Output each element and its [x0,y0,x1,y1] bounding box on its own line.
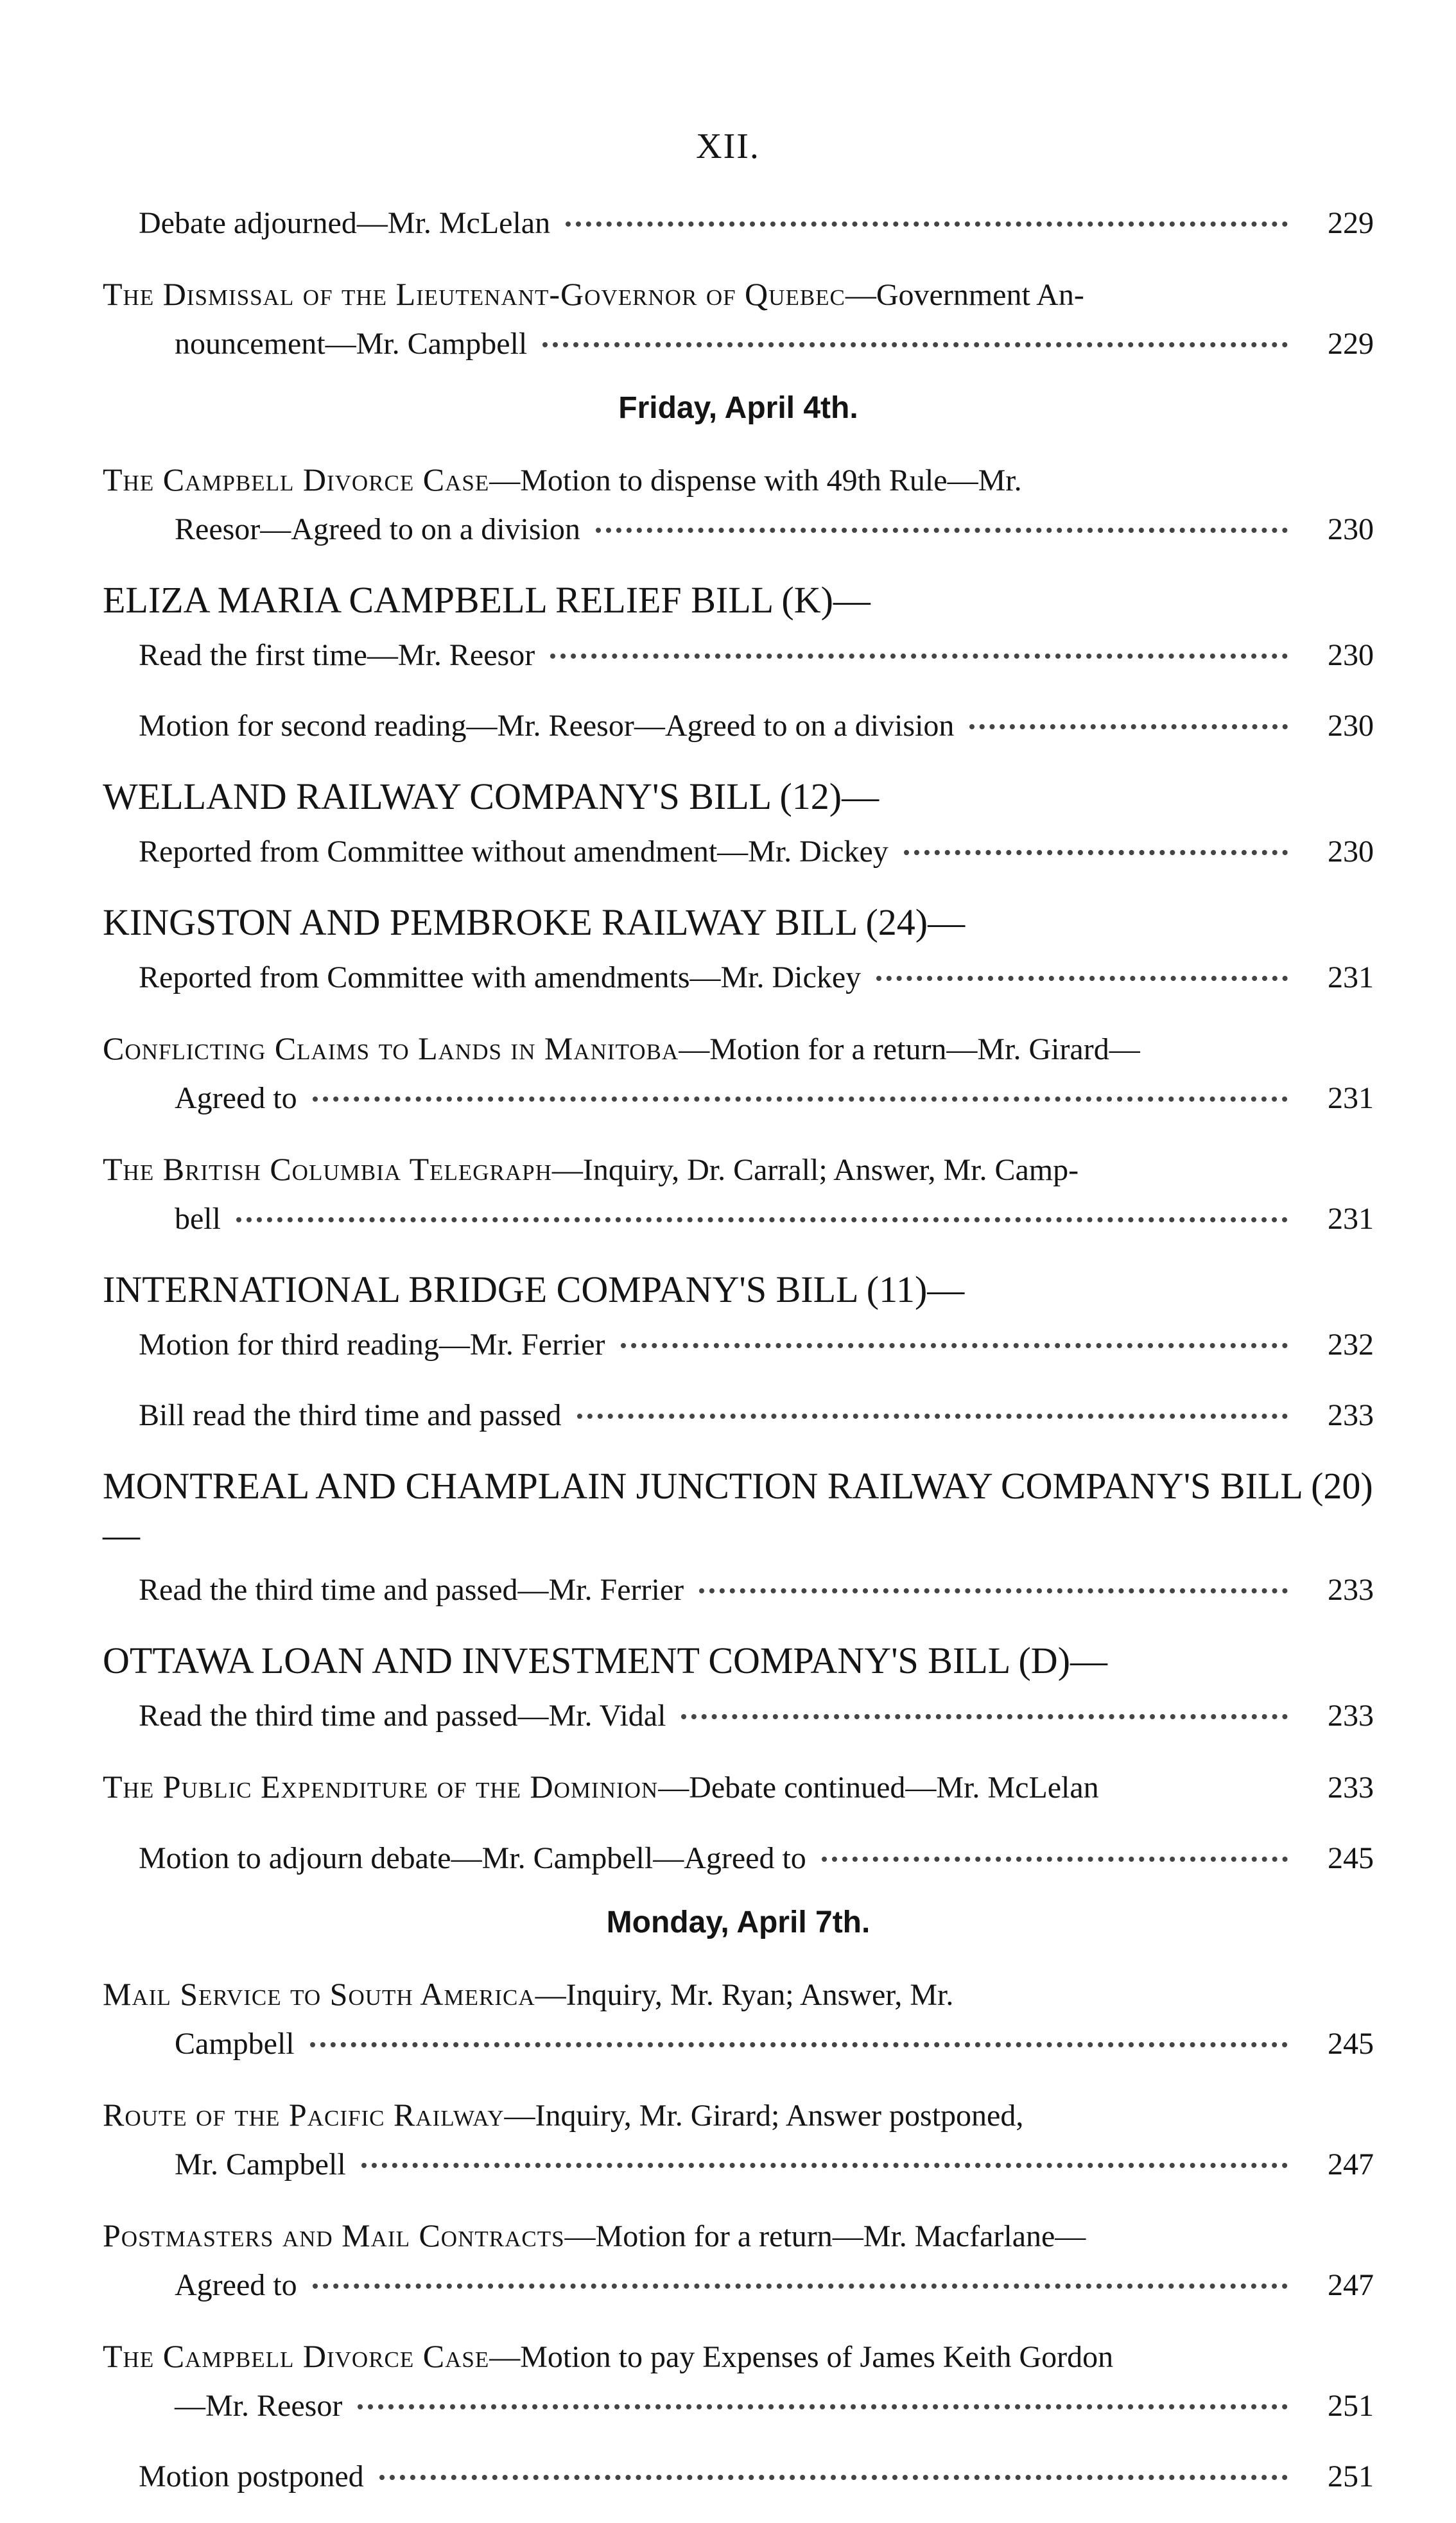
entry-text [175,2020,295,2068]
page-ref: 231 [1328,1202,1374,1236]
entry-line-text: Mr. Campbell [175,2147,346,2181]
toc-entry [103,1391,1374,1440]
entry-text [139,1834,806,1883]
toc-entry [103,1024,1374,1123]
toc-entry [103,1566,1374,1615]
entry-text [139,199,550,248]
dot-leader [379,2475,1288,2480]
page-ref: 251 [1328,2459,1374,2493]
page-ref: 232 [1328,1328,1374,1362]
entry-line [139,828,1374,876]
entry-line-text: Debate adjourned—Mr. McLelan [139,206,551,240]
bill-heading: MONTREAL AND CHAMPLAIN JUNCTION RAILWAY COMPANY'S BILL (20)— [103,1465,1373,1556]
entry-line-text: Read the third time and passed—Mr. Ferrier [139,1573,684,1607]
entry-title: Route of the Pacific Railway [103,2097,505,2133]
entry-line [103,1970,1374,2020]
dot-leader [313,2284,1288,2289]
toc-entry [103,631,1374,680]
page-ref: 233 [1328,1699,1374,1733]
dot-leader [699,1588,1288,1593]
entry-text [103,1762,1099,1812]
entry-line [103,505,1374,554]
dot-leader [566,221,1288,227]
page-ref: 233 [1328,1398,1374,1432]
bill-heading: ELIZA MARIA CAMPBELL RELIEF BILL (K)— [103,579,871,621]
dot-leader [358,2404,1288,2409]
entry-text [103,2332,1113,2382]
entry-text [103,2211,1086,2261]
entry-line [139,199,1374,248]
entry-text [103,2090,1023,2140]
entry-text [139,1692,666,1740]
entry-line [139,953,1374,1002]
page-ref: 230 [1328,512,1374,546]
dot-leader [550,654,1288,659]
bill-heading: INTERNATIONAL BRIDGE COMPANY'S BILL (11)— [103,1269,965,1310]
entry-text [139,1391,562,1440]
toc-entry [103,953,1374,1002]
entry-line [139,631,1374,680]
toc-entry [103,828,1374,876]
entry-line-text: Motion for second reading—Mr. Reesor—Agreed to on a division [139,709,955,743]
entry-line [139,1692,1374,1740]
page-ref: 233 [1328,1771,1374,1805]
entry-line [139,1321,1374,1369]
entry-line [139,702,1374,750]
entry-line [103,2261,1374,2310]
entry-text [175,2140,346,2189]
page-ref: 230 [1328,638,1374,672]
entry-line-text: bell [175,1202,221,1236]
page-ref: 233 [1328,1573,1374,1607]
entry-line [103,1024,1374,1074]
entry-text [175,1074,297,1123]
entry-text [103,1024,1140,1074]
toc-entry [103,199,1374,248]
entry-line-text: Motion postponed [139,2459,364,2493]
toc-entry [103,1692,1374,1740]
entry-line-text: Motion to adjourn debate—Mr. Campbell—Agreed to [139,1841,806,1875]
entry-line-text: —Motion to pay Expenses of James Keith Gordon [489,2340,1114,2374]
page-ref: 229 [1328,206,1374,240]
entry-line-text: Reported from Committee with amendments—Mr. Dickey [139,960,862,994]
entry-line-text: —Government An- [845,278,1084,312]
toc-entry [103,270,1374,368]
dot-leader [313,1097,1288,1102]
toc-entry [103,702,1374,750]
entry-line [103,2020,1374,2068]
toc-entry [103,1321,1374,1369]
toc-entry [103,1145,1374,1244]
entry-title: Conflicting Claims to Lands in Manitoba [103,1030,679,1066]
page-ref: 247 [1328,2268,1374,2302]
entry-line-text: Reesor—Agreed to on a division [175,512,580,546]
toc-entry [103,1970,1374,2068]
entry-title: The Dismissal of the Lieutenant-Governor of Quebec [103,276,845,312]
toc-entry [103,2211,1374,2310]
toc-entry [103,2090,1374,2189]
page-ref: 230 [1328,709,1374,743]
toc-entry [103,1762,1374,1812]
entry-text [103,455,1022,505]
page-number: XII. [696,126,760,166]
entry-title: The British Columbia Telegraph [103,1151,552,1187]
entry-line-text: —Motion to dispense with 49th Rule—Mr. [489,464,1022,498]
entry-text [139,1566,684,1615]
entry-line [103,270,1374,320]
page-ref: 231 [1328,1081,1374,1115]
entry-line-text: —Debate continued—Mr. McLelan [658,1771,1099,1805]
entry-line-text: Bill read the third time and passed [139,1398,562,1432]
entry-line [139,1391,1374,1440]
entry-line [103,2211,1374,2261]
bill-heading: KINGSTON AND PEMBROKE RAILWAY BILL (24)— [103,901,966,943]
entry-line [103,2140,1374,2189]
entry-line [139,1834,1374,1883]
entry-text [175,1195,221,1244]
dot-leader [542,342,1288,347]
day-heading: Friday, April 4th. [618,391,858,425]
entry-text [139,828,888,876]
entry-line-text: —Mr. Reesor [175,2389,343,2423]
entry-line [103,2332,1374,2382]
page-ref: 231 [1328,960,1374,994]
entry-line-text: Agreed to [175,2268,297,2302]
entry-line-text: Campbell [175,2027,295,2061]
page-ref: 245 [1328,1841,1374,1875]
dot-leader [596,528,1288,533]
entry-text [139,702,954,750]
page-ref: 251 [1328,2389,1374,2423]
entry-title: Mail Service to South America [103,1976,535,2012]
entry-line [139,1566,1374,1615]
dot-leader [621,1343,1288,1348]
page-ref: 229 [1328,327,1374,361]
entry-line-text: —Inquiry, Mr. Girard; Answer postponed, [504,2099,1024,2133]
entry-text [175,2261,297,2310]
entry-text [103,1145,1079,1195]
entry-text [139,631,535,680]
dot-leader [969,724,1288,729]
entry-line [103,1195,1374,1244]
entry-line [139,2452,1374,2501]
entry-line-text: —Motion for a return—Mr. Macfarlane— [564,2219,1086,2253]
table-of-contents [103,193,1374,2523]
dot-leader [361,2163,1288,2168]
entry-line-text: Agreed to [175,1081,297,1115]
entry-text [175,320,527,368]
bill-heading: WELLAND RAILWAY COMPANY'S BILL (12)— [103,776,880,817]
dot-leader [904,850,1288,855]
entry-line [103,455,1374,505]
page-ref: 230 [1328,835,1374,869]
entry-title: The Campbell Divorce Case [103,2338,490,2374]
entry-line [103,320,1374,368]
entry-text [139,953,861,1002]
page-ref: 245 [1328,2027,1374,2061]
bill-heading: OTTAWA LOAN AND INVESTMENT COMPANY'S BILL (D)— [103,1640,1108,1681]
entry-line-text: Read the first time—Mr. Reesor [139,638,535,672]
entry-text [175,2382,342,2431]
entry-text [139,1321,605,1369]
entry-line-text: nouncement—Mr. Campbell [175,327,528,361]
dot-leader [310,2042,1288,2047]
toc-entry [103,2452,1374,2501]
entry-line [103,1074,1374,1123]
entry-line [103,1145,1374,1195]
dot-leader [236,1217,1288,1222]
entry-line [103,2382,1374,2431]
entry-text [175,505,580,554]
page-ref: 247 [1328,2147,1374,2181]
entry-text [103,270,1084,320]
day-heading: Monday, April 7th. [606,1905,871,1939]
toc-entry [103,455,1374,554]
dot-leader [681,1714,1288,1719]
entry-title: The Public Expenditure of the Dominion [103,1769,659,1805]
entry-title: Postmasters and Mail Contracts [103,2217,565,2253]
entry-line-text: —Motion for a return—Mr. Girard— [679,1032,1140,1066]
toc-entry [103,2332,1374,2431]
entry-title: The Campbell Divorce Case [103,462,490,498]
entry-line [103,2090,1374,2140]
entry-text [103,1970,953,2020]
dot-leader [822,1857,1288,1862]
entry-text [139,2452,364,2501]
dot-leader [876,976,1288,981]
entry-line-text: —Inquiry, Dr. Carrall; Answer, Mr. Camp- [551,1153,1079,1187]
entry-line-text: Reported from Committee without amendment—Mr. Dickey [139,835,888,869]
toc-entry [103,1834,1374,1883]
dot-leader [577,1414,1288,1419]
entry-line-text: Motion for third reading—Mr. Ferrier [139,1328,605,1362]
entry-line-text: —Inquiry, Mr. Ryan; Answer, Mr. [535,1978,954,2012]
entry-line-text: Read the third time and passed—Mr. Vidal [139,1699,666,1733]
entry-line [103,1762,1374,1812]
